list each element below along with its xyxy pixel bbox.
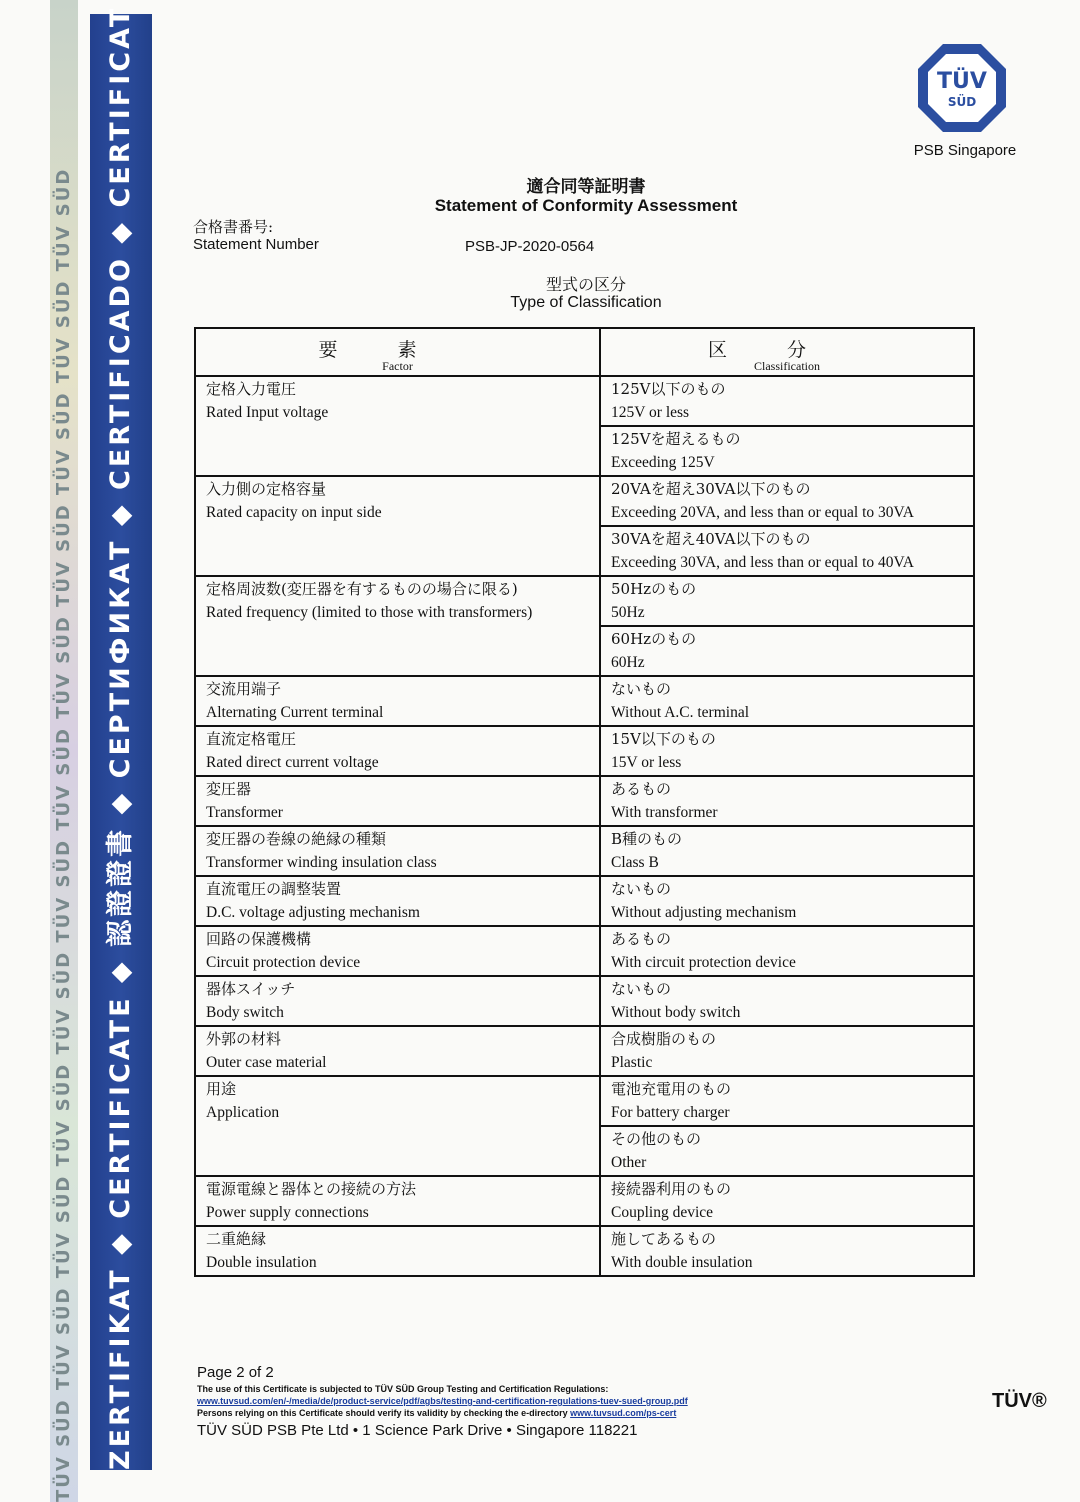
classification-english: 50Hz [611, 604, 645, 621]
factor-japanese: 定格周波数(変圧器を有するものの場合に限る) [206, 580, 518, 598]
factor-english: Outer case material [206, 1054, 327, 1071]
e-directory-link[interactable]: www.tuvsud.com/ps-cert [570, 1408, 677, 1418]
classification-english: 15V or less [611, 754, 682, 771]
factor-cell [195, 376, 600, 476]
factor-english: Transformer winding insulation class [206, 854, 437, 871]
table-row [195, 576, 974, 626]
classification-cell [600, 1126, 974, 1176]
factor-cell [195, 976, 600, 1026]
factor-japanese: 変圧器の巻線の絶縁の種類 [206, 830, 387, 848]
classification-english: Without A.C. terminal [611, 704, 750, 721]
classification-japanese: 125V以下のもの [611, 380, 726, 398]
factor-japanese: 直流電圧の調整装置 [206, 880, 342, 898]
table-row [195, 726, 974, 776]
logo-text: TÜV [937, 69, 987, 94]
logo-subtext: SÜD [947, 95, 977, 109]
factor-cell [195, 776, 600, 826]
classification-japanese: 接続器利用のもの [611, 1180, 732, 1198]
factor-japanese: 二重絶縁 [206, 1230, 267, 1248]
factor-japanese: 直流定格電圧 [206, 730, 297, 748]
factor-english: Double insulation [206, 1254, 317, 1271]
tuv-logo-icon [916, 42, 1008, 134]
classification-title-japanese: 型式の区分 [545, 275, 626, 294]
factor-english: Power supply connections [206, 1204, 369, 1221]
classification-english: Other [611, 1154, 647, 1171]
hologram-strip [50, 0, 78, 1502]
classification-cell [600, 526, 974, 576]
classification-cell [600, 876, 974, 926]
classification-japanese: 20VAを超え30VA以下のもの [611, 480, 811, 498]
classification-japanese: 125Vを超えるもの [611, 430, 741, 448]
classification-cell [600, 1026, 974, 1076]
factor-english: D.C. voltage adjusting mechanism [206, 904, 420, 921]
factor-cell [195, 826, 600, 876]
verification-line [197, 1407, 688, 1419]
factor-cell [195, 926, 600, 976]
classification-japanese: B種のもの [611, 830, 683, 848]
band-text: ZERTIFIKAT ◆ CERTIFICATE ◆ 認證證書 ◆ СЕРТИФИКАТ ◆ CERTIFICADO ◆ CERTIFICAT [105, 5, 136, 1470]
factor-japanese: 変圧器 [206, 780, 252, 798]
table-row [195, 1026, 974, 1076]
classification-cell [600, 1226, 974, 1276]
factor-japanese: 器体スイッチ [206, 980, 296, 998]
factor-cell [195, 1076, 600, 1176]
classification-english: For battery charger [611, 1104, 730, 1121]
classification-cell [600, 976, 974, 1026]
factor-cell [195, 576, 600, 676]
factor-english: Transformer [206, 804, 283, 821]
classification-cell [600, 376, 974, 426]
table-row [195, 776, 974, 826]
header-classification-japanese: 区分 [707, 339, 866, 361]
factor-english: Rated direct current voltage [206, 754, 379, 771]
factor-cell [195, 1026, 600, 1076]
header-factor-cell [195, 328, 600, 376]
factor-cell [195, 676, 600, 726]
factor-english: Alternating Current terminal [206, 704, 384, 721]
factor-japanese: 外郭の材料 [206, 1030, 282, 1048]
table-row [195, 976, 974, 1026]
classification-title-english: Type of Classification [510, 294, 662, 311]
header-factor-english: Factor [382, 359, 413, 373]
classification-japanese: 50Hzのもの [611, 580, 697, 598]
factor-cell [195, 876, 600, 926]
classification-english: Coupling device [611, 1204, 714, 1221]
classification-japanese: 電池充電用のもの [611, 1080, 732, 1098]
factor-english: Rated capacity on input side [206, 504, 382, 521]
factor-cell [195, 476, 600, 576]
factor-japanese: 回路の保護機構 [206, 930, 312, 948]
classification-cell [600, 1176, 974, 1226]
statement-number: PSB-JP-2020-0564 [465, 238, 595, 255]
classification-english: Exceeding 30VA, and less than or equal to 40VA [611, 554, 914, 571]
factor-english: Application [206, 1104, 280, 1121]
factor-english: Rated Input voltage [206, 404, 329, 421]
classification-english: Plastic [611, 1054, 653, 1071]
classification-japanese: 合成樹脂のもの [611, 1030, 717, 1048]
table-row [195, 676, 974, 726]
classification-cell [600, 626, 974, 676]
classification-cell [600, 426, 974, 476]
classification-cell [600, 1076, 974, 1126]
header-factor-japanese: 要素 [318, 339, 477, 361]
classification-english: With double insulation [611, 1254, 753, 1271]
factor-japanese: 電源電線と器体との接続の方法 [206, 1180, 417, 1198]
factor-cell [195, 726, 600, 776]
statement-label-english: Statement Number [193, 236, 319, 253]
title-english: Statement of Conformity Assessment [434, 196, 738, 215]
table-row [195, 1226, 974, 1276]
classification-english: 60Hz [611, 654, 645, 671]
classification-japanese: 30VAを超え40VA以下のもの [611, 530, 811, 548]
classification-english: Exceeding 20VA, and less than or equal to 30VA [611, 504, 914, 521]
header-classification-cell [600, 328, 974, 376]
classification-cell [600, 676, 974, 726]
logo-caption: PSB Singapore [913, 142, 1017, 159]
classification-japanese: ないもの [611, 680, 672, 698]
classification-cell [600, 776, 974, 826]
regulations-note [197, 1383, 688, 1419]
classification-english: With transformer [611, 804, 718, 821]
table-row [195, 1176, 974, 1226]
classification-english: Without adjusting mechanism [611, 904, 797, 921]
table-row [195, 476, 974, 526]
classification-japanese: 施してあるもの [611, 1230, 717, 1248]
table-row [195, 876, 974, 926]
regulations-line: The use of this Certificate is subjected to TÜV SÜD Group Testing and Certification Regulations: [197, 1384, 609, 1394]
company-address: TÜV SÜD PSB Pte Ltd • 1 Science Park Drive • Singapore 118221 [197, 1422, 638, 1439]
page-number: Page 2 of 2 [197, 1364, 274, 1381]
factor-japanese: 入力側の定格容量 [206, 480, 327, 498]
classification-cell [600, 926, 974, 976]
classification-english: Class B [611, 854, 659, 871]
factor-japanese: 交流用端子 [206, 680, 282, 698]
classification-japanese: ないもの [611, 980, 672, 998]
classification-japanese: あるもの [611, 930, 672, 948]
factor-japanese: 定格入力電圧 [206, 380, 297, 398]
classification-english: With circuit protection device [611, 954, 796, 971]
factor-english: Body switch [206, 1004, 284, 1021]
factor-cell [195, 1176, 600, 1226]
classification-cell [600, 726, 974, 776]
classification-japanese: その他のもの [611, 1130, 702, 1148]
title-japanese: 適合同等証明書 [526, 177, 646, 197]
table-row [195, 826, 974, 876]
classification-english: Without body switch [611, 1004, 741, 1021]
factor-english: Rated frequency (limited to those with transformers) [206, 604, 533, 621]
classification-japanese: 60Hzのもの [611, 630, 697, 648]
table-row [195, 1076, 974, 1126]
verification-text: Persons relying on this Certificate should verify its validity by checking the e-directory [197, 1408, 568, 1418]
factor-english: Circuit protection device [206, 954, 361, 971]
header-classification-english: Classification [754, 359, 820, 373]
classification-japanese: 15V以下のもの [611, 730, 716, 748]
classification-japanese: あるもの [611, 780, 672, 798]
classification-cell [600, 476, 974, 526]
classification-table [194, 327, 975, 1277]
classification-english: Exceeding 125V [611, 454, 715, 471]
certificate-band [90, 5, 152, 1470]
classification-japanese: ないもの [611, 880, 672, 898]
classification-cell [600, 576, 974, 626]
regulations-link[interactable]: www.tuvsud.com/en/-/media/de/product-service/pdf/agbs/testing-and-certification-regulations-tuev-sued-group.pdf [197, 1396, 688, 1406]
table-header-row [195, 328, 974, 376]
classification-english: 125V or less [611, 404, 690, 421]
tuv-mark: TÜV® [992, 1390, 1047, 1412]
classification-cell [600, 826, 974, 876]
hologram-text: TÜV SÜD TÜV SÜD TÜV SÜD TÜV SÜD TÜV SÜD TÜV SÜD TÜV SÜD TÜV SÜD TÜV SÜD TÜV SÜD TÜV SÜD TÜV SÜD [53, 167, 74, 1502]
table-row [195, 376, 974, 426]
factor-japanese: 用途 [206, 1080, 237, 1098]
table-row [195, 926, 974, 976]
statement-label-japanese: 合格書番号: [193, 218, 274, 236]
factor-cell [195, 1226, 600, 1276]
